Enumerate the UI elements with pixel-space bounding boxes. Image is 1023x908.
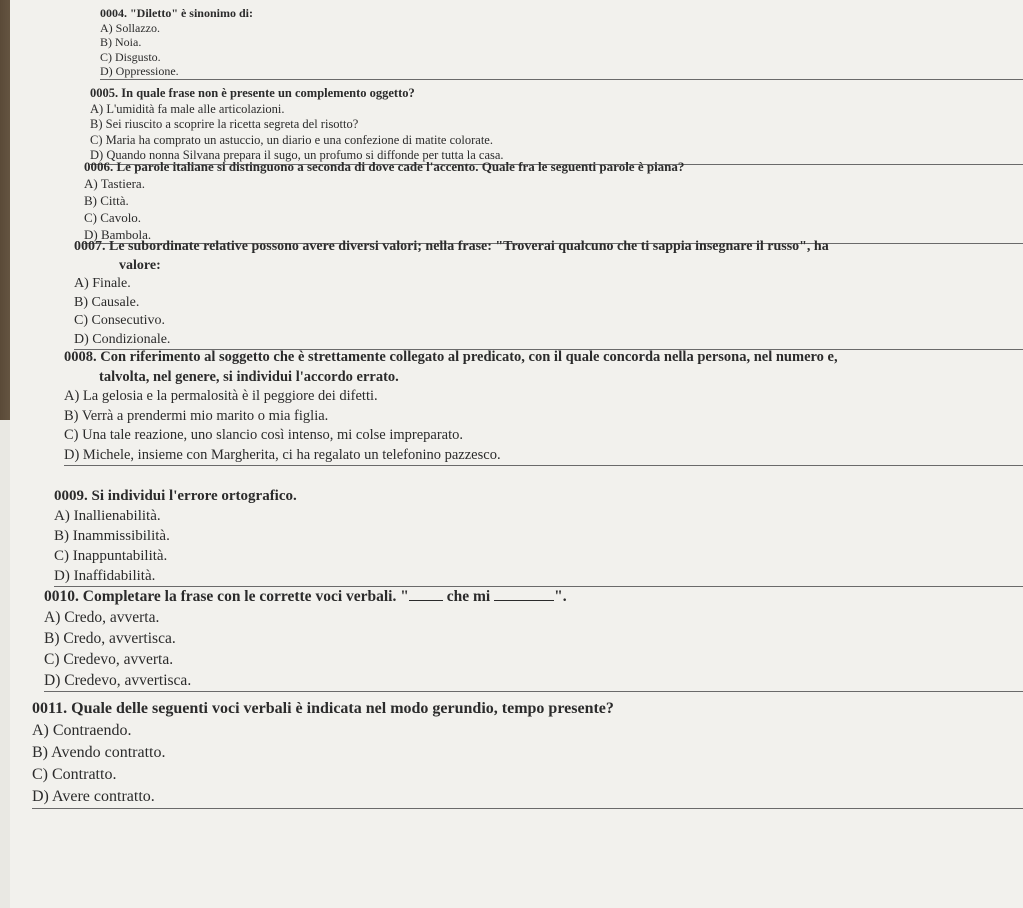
option-c[interactable]: C) Maria ha comprato un astuccio, un diario e una confezione di matite colorate.	[90, 132, 493, 147]
option-d[interactable]: D) Bambola.	[84, 227, 152, 242]
option-d[interactable]: D) Michele, insieme con Margherita, ci ha regalato un telefonino pazzesco.	[64, 446, 501, 463]
option-c[interactable]: C) Disgusto.	[100, 49, 161, 64]
option-b[interactable]: B) Città.	[84, 193, 129, 208]
question-title	[44, 586, 1023, 607]
question-0007	[74, 238, 1023, 350]
question-title-part: che mi	[442, 588, 495, 605]
option-b[interactable]: B) Verrà a prendermi mio marito o mia figlia.	[64, 407, 329, 424]
option-d[interactable]: D) Inaffidabilità.	[54, 568, 156, 584]
question-0004	[100, 6, 1023, 80]
question-title-part: ".	[554, 588, 567, 605]
option-b[interactable]: B) Credo, avvertisca.	[44, 630, 176, 647]
question-title-continuation: valore:	[119, 257, 161, 273]
option-b[interactable]: B) Causale.	[74, 294, 140, 310]
option-d[interactable]: D) Credevo, avvertisca.	[44, 672, 192, 689]
option-d[interactable]: D) Avere contratto.	[32, 788, 155, 805]
option-a[interactable]: A) La gelosia e la permalosità è il peggiore dei difetti.	[64, 388, 378, 404]
option-a[interactable]: A) Finale.	[74, 276, 131, 291]
option-b[interactable]: B) Avendo contratto.	[32, 744, 166, 761]
option-d[interactable]: D) Condizionale.	[74, 331, 171, 347]
option-d[interactable]: D) Oppressione.	[100, 64, 179, 78]
option-c[interactable]: C) Credevo, avverta.	[44, 651, 174, 668]
question-0006	[84, 158, 1023, 244]
option-a[interactable]: A) Sollazzo.	[100, 20, 160, 35]
question-title: 0009. Si individui l'errore ortografico.	[54, 488, 297, 504]
blank-line	[409, 600, 443, 601]
question-title: 0008. Con riferimento al soggetto che è strettamente collegato al predicato, con il quale concorda nella persona, nel numero e,	[64, 349, 838, 365]
question-title: 0004. "Diletto" è sinonimo di:	[100, 6, 253, 20]
question-title: 0006. Le parole italiane si distinguono a seconda di dove cade l'accento. Quale fra le seguenti parole è piana?	[84, 159, 685, 174]
option-c[interactable]: C) Una tale reazione, uno slancio così intenso, mi colse impreparato.	[64, 427, 464, 443]
option-b[interactable]: B) Noia.	[100, 35, 142, 49]
question-0010	[44, 586, 1023, 692]
question-title: 0011. Quale delle seguenti voci verbali è indicata nel modo gerundio, tempo presente?	[32, 700, 614, 717]
option-b[interactable]: B) Inammissibilità.	[54, 528, 170, 544]
option-b[interactable]: B) Sei riuscito a scoprire la ricetta segreta del risotto?	[90, 117, 359, 131]
option-a[interactable]: A) Contraendo.	[32, 722, 132, 739]
question-title-part: 0010. Completare la frase con le corrette voci verbali. "	[44, 588, 409, 605]
option-c[interactable]: C) Cavolo.	[84, 210, 142, 225]
question-title: 0007. Le subordinate relative possono avere diversi valori; nella frase: "Troverai qualcuno che ti sappia insegnare il russo", ha	[74, 239, 829, 254]
blank-line	[494, 600, 554, 601]
question-0011	[32, 698, 1023, 809]
question-title-continuation: talvolta, nel genere, si individui l'accordo errato.	[99, 368, 399, 385]
question-0009	[54, 486, 1023, 587]
option-c[interactable]: C) Consecutivo.	[74, 313, 165, 328]
option-a[interactable]: A) L'umidità fa male alle articolazioni.	[90, 101, 285, 116]
question-0008	[64, 348, 1023, 466]
question-title: 0005. In quale frase non è presente un complemento oggetto?	[90, 86, 415, 100]
question-0005	[90, 86, 1023, 165]
option-a[interactable]: A) Tastiera.	[84, 176, 145, 191]
option-d[interactable]: D) Quando nonna Silvana prepara il sugo, un profumo si diffonde per tutta la casa.	[90, 148, 504, 162]
option-c[interactable]: C) Contratto.	[32, 766, 117, 783]
option-a[interactable]: A) Credo, avverta.	[44, 609, 160, 626]
quiz-sheet	[10, 0, 1023, 908]
option-c[interactable]: C) Inappuntabilità.	[54, 548, 168, 564]
option-a[interactable]: A) Inallienabilità.	[54, 508, 161, 524]
